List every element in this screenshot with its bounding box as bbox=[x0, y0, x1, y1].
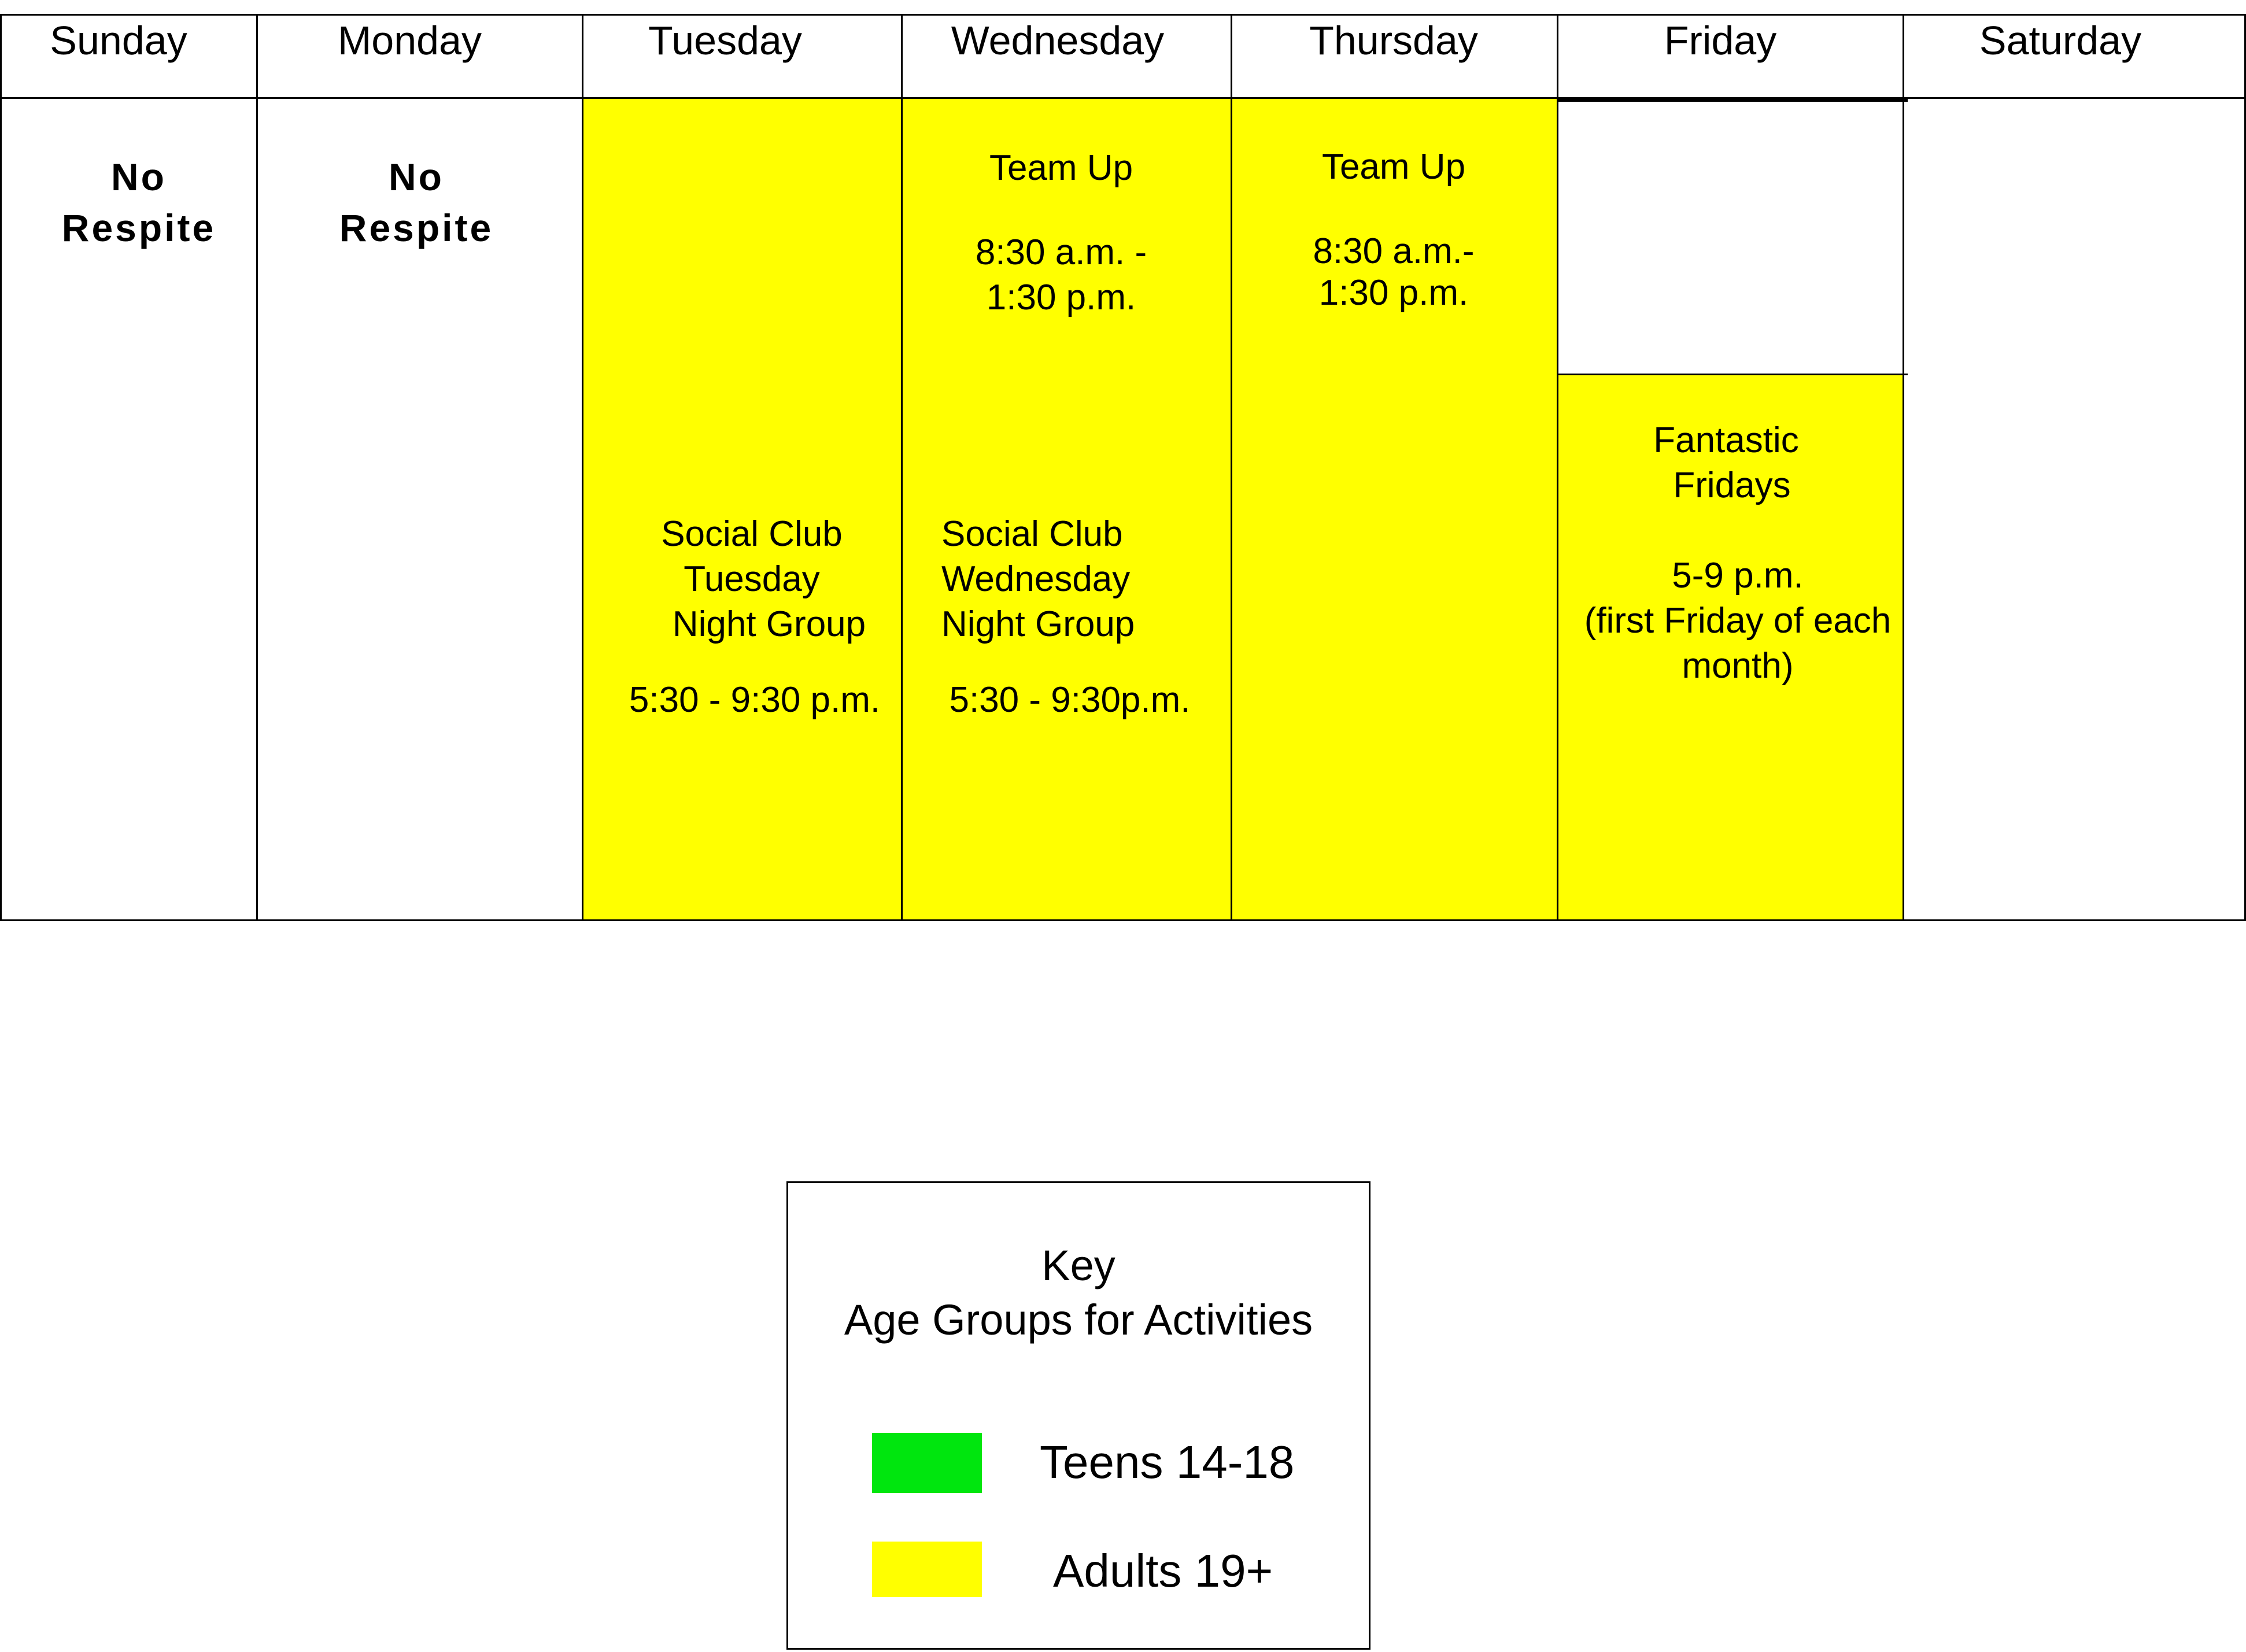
wednesday-team-time-2: 1:30 p.m. bbox=[986, 278, 1136, 317]
friday-split-line bbox=[1558, 374, 1908, 375]
sunday-note bbox=[23, 151, 254, 253]
tuesday-cell-fill bbox=[583, 98, 902, 921]
wednesday-team-title: Team Up bbox=[989, 148, 1133, 188]
friday-title-2: Fridays bbox=[1673, 465, 1791, 505]
tuesday-title-3: Night Group bbox=[672, 604, 866, 644]
wednesday-title-1: Social Club bbox=[941, 514, 1123, 554]
col-divider-3 bbox=[901, 14, 903, 921]
key-title: Key bbox=[1041, 1241, 1115, 1289]
header-monday: Monday bbox=[337, 18, 482, 63]
friday-title-1: Fantastic bbox=[1653, 420, 1799, 460]
wednesday-title-2: Wednesday bbox=[941, 559, 1131, 599]
wednesday-time: 5:30 - 9:30p.m. bbox=[949, 680, 1191, 720]
col-divider-0 bbox=[0, 14, 2, 921]
key-box bbox=[786, 1181, 1370, 1650]
friday-top-thick bbox=[1558, 97, 1908, 102]
col-divider-5 bbox=[1557, 14, 1558, 921]
key-adults-swatch bbox=[872, 1542, 982, 1597]
header-wednesday: Wednesday bbox=[951, 18, 1165, 63]
header-saturday: Saturday bbox=[1979, 18, 2142, 63]
sunday-respite: Respite bbox=[61, 206, 216, 249]
thursday-team-time-1: 8:30 a.m.- bbox=[1313, 231, 1475, 271]
friday-fantastic bbox=[1561, 418, 1903, 689]
monday-respite: Respite bbox=[339, 206, 494, 249]
header-sunday: Sunday bbox=[50, 18, 187, 63]
key-teens-label: Teens 14-18 bbox=[1040, 1436, 1295, 1488]
friday-note-1: (first Friday of each bbox=[1584, 601, 1892, 641]
tuesday-social-club bbox=[613, 512, 891, 647]
header-divider bbox=[0, 97, 2246, 99]
monday-no: No bbox=[389, 156, 444, 198]
friday-note-2: month) bbox=[1682, 646, 1794, 686]
wednesday-social-club bbox=[941, 512, 1150, 647]
thursday-team-time-2: 1:30 p.m. bbox=[1318, 273, 1469, 313]
wednesday-team-time-1: 8:30 a.m. - bbox=[975, 232, 1147, 272]
header-friday: Friday bbox=[1664, 18, 1777, 63]
sunday-no: No bbox=[111, 156, 167, 198]
tuesday-title-1: Social Club bbox=[661, 514, 843, 554]
col-divider-4 bbox=[1231, 14, 1232, 921]
friday-time: 5-9 p.m. bbox=[1672, 556, 1804, 596]
header-tuesday: Tuesday bbox=[648, 18, 802, 63]
wednesday-team-up bbox=[914, 146, 1209, 320]
key-subtitle: Age Groups for Activities bbox=[844, 1296, 1313, 1344]
thursday-team-up bbox=[1243, 145, 1544, 316]
monday-note bbox=[295, 151, 538, 253]
table-bottom-border bbox=[0, 919, 2246, 921]
tuesday-title-2: Tuesday bbox=[684, 559, 820, 599]
key-adults-label: Adults 19+ bbox=[1053, 1545, 1273, 1596]
thursday-team-title: Team Up bbox=[1321, 147, 1466, 187]
col-divider-2 bbox=[582, 14, 583, 921]
tuesday-time: 5:30 - 9:30 p.m. bbox=[629, 680, 881, 720]
col-divider-6 bbox=[1903, 14, 1904, 921]
col-divider-1 bbox=[256, 14, 258, 921]
key-teens-swatch bbox=[872, 1433, 982, 1493]
header-thursday: Thursday bbox=[1309, 18, 1478, 63]
wednesday-title-3: Night Group bbox=[941, 604, 1135, 644]
